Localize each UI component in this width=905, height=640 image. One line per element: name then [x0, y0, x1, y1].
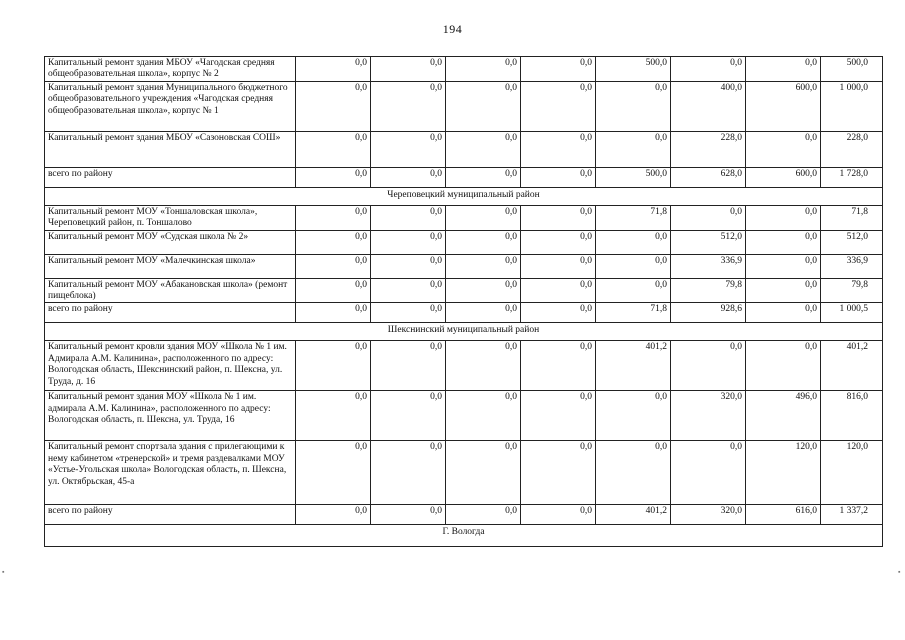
value-cell-5: 0,0	[596, 278, 671, 303]
value-cell-1: 0,0	[296, 303, 371, 323]
row-description: Капитальный ремонт здания МБОУ «Чагодская средняя общеобразовательная школа», корпус № 2	[45, 57, 296, 82]
value-cell-2: 0,0	[371, 254, 446, 278]
value-cell-5: 71,8	[596, 205, 671, 230]
value-cell-3: 0,0	[446, 505, 521, 525]
value-cell-1: 0,0	[296, 441, 371, 505]
value-cell-2: 0,0	[371, 303, 446, 323]
page-number: 194	[442, 22, 463, 36]
value-cell-1: 0,0	[296, 57, 371, 82]
row-description: Капитальный ремонт здания МБОУ «Сазоновская СОШ»	[45, 131, 296, 167]
row-description: Капитальный ремонт кровли здания МОУ «Школа № 1 им. Адмирала А.М. Калинина», расположенного по адресу: Вологодская область, Шекснинский район, п. Шексна, ул. Труда, д. 16	[45, 341, 296, 391]
value-cell-4: 0,0	[521, 441, 596, 505]
table-row	[45, 230, 883, 254]
value-cell-4: 0,0	[521, 230, 596, 254]
value-cell-2: 0,0	[371, 131, 446, 167]
value-cell-3: 0,0	[446, 81, 521, 131]
value-cell-1: 0,0	[296, 254, 371, 278]
row-description: всего по району	[45, 505, 296, 525]
value-cell-6: 79,8	[671, 278, 746, 303]
value-cell-5: 0,0	[596, 81, 671, 131]
value-cell-8: 228,0	[821, 131, 883, 167]
value-cell-6: 0,0	[671, 341, 746, 391]
scan-mark-left: ▪	[2, 568, 5, 576]
section-header-row	[45, 187, 883, 205]
row-description: всего по району	[45, 303, 296, 323]
value-cell-1: 0,0	[296, 167, 371, 187]
table-row	[45, 81, 883, 131]
value-cell-7: 120,0	[746, 441, 821, 505]
value-cell-2: 0,0	[371, 505, 446, 525]
value-cell-7: 0,0	[746, 254, 821, 278]
value-cell-2: 0,0	[371, 167, 446, 187]
value-cell-1: 0,0	[296, 81, 371, 131]
section-header-row	[45, 323, 883, 341]
value-cell-1: 0,0	[296, 205, 371, 230]
value-cell-8: 120,0	[821, 441, 883, 505]
value-cell-3: 0,0	[446, 205, 521, 230]
value-cell-8: 336,9	[821, 254, 883, 278]
value-cell-6: 228,0	[671, 131, 746, 167]
value-cell-6: 928,6	[671, 303, 746, 323]
section-title: Г. Вологда	[45, 525, 883, 547]
value-cell-2: 0,0	[371, 278, 446, 303]
value-cell-3: 0,0	[446, 230, 521, 254]
row-description: Капитальный ремонт здания Муниципального бюджетного общеобразовательного учреждения «Чагодская средняя общеобразовательная школа», корпус № 1	[45, 81, 296, 131]
value-cell-4: 0,0	[521, 278, 596, 303]
value-cell-2: 0,0	[371, 57, 446, 82]
total-row	[45, 167, 883, 187]
value-cell-8: 79,8	[821, 278, 883, 303]
value-cell-1: 0,0	[296, 131, 371, 167]
value-cell-2: 0,0	[371, 230, 446, 254]
section-title: Череповецкий муниципальный район	[45, 187, 883, 205]
value-cell-3: 0,0	[446, 441, 521, 505]
value-cell-5: 0,0	[596, 391, 671, 441]
value-cell-5: 500,0	[596, 57, 671, 82]
value-cell-6: 628,0	[671, 167, 746, 187]
value-cell-4: 0,0	[521, 81, 596, 131]
value-cell-7: 0,0	[746, 230, 821, 254]
value-cell-8: 500,0	[821, 57, 883, 82]
value-cell-2: 0,0	[371, 391, 446, 441]
value-cell-4: 0,0	[521, 131, 596, 167]
value-cell-4: 0,0	[521, 205, 596, 230]
table-row	[45, 131, 883, 167]
value-cell-5: 0,0	[596, 441, 671, 505]
value-cell-3: 0,0	[446, 303, 521, 323]
row-description: Капитальный ремонт МОУ «Судская школа № 2»	[45, 230, 296, 254]
value-cell-3: 0,0	[446, 167, 521, 187]
value-cell-3: 0,0	[446, 131, 521, 167]
value-cell-8: 1 337,2	[821, 505, 883, 525]
value-cell-2: 0,0	[371, 81, 446, 131]
value-cell-4: 0,0	[521, 303, 596, 323]
scan-mark-right: ▪	[898, 568, 901, 576]
value-cell-4: 0,0	[521, 167, 596, 187]
table-row	[45, 278, 883, 303]
table-row	[45, 205, 883, 230]
value-cell-8: 816,0	[821, 391, 883, 441]
table-row	[45, 57, 883, 82]
value-cell-3: 0,0	[446, 57, 521, 82]
row-description: Капитальный ремонт МОУ «Малечкинская школа»	[45, 254, 296, 278]
row-description: Капитальный ремонт МОУ «Тоншаловская школа», Череповецкий район, п. Тоншалово	[45, 205, 296, 230]
value-cell-4: 0,0	[521, 341, 596, 391]
value-cell-7: 600,0	[746, 81, 821, 131]
value-cell-8: 1 000,0	[821, 81, 883, 131]
value-cell-3: 0,0	[446, 278, 521, 303]
section-title: Шекснинский муниципальный район	[45, 323, 883, 341]
value-cell-1: 0,0	[296, 391, 371, 441]
value-cell-8: 1 728,0	[821, 167, 883, 187]
value-cell-7: 0,0	[746, 278, 821, 303]
value-cell-7: 0,0	[746, 131, 821, 167]
value-cell-4: 0,0	[521, 254, 596, 278]
value-cell-3: 0,0	[446, 254, 521, 278]
value-cell-4: 0,0	[521, 505, 596, 525]
value-cell-6: 400,0	[671, 81, 746, 131]
value-cell-6: 512,0	[671, 230, 746, 254]
value-cell-5: 0,0	[596, 230, 671, 254]
value-cell-1: 0,0	[296, 505, 371, 525]
value-cell-7: 0,0	[746, 341, 821, 391]
value-cell-5: 71,8	[596, 303, 671, 323]
value-cell-1: 0,0	[296, 341, 371, 391]
value-cell-4: 0,0	[521, 391, 596, 441]
value-cell-5: 0,0	[596, 254, 671, 278]
row-description: всего по району	[45, 167, 296, 187]
value-cell-7: 0,0	[746, 303, 821, 323]
value-cell-6: 0,0	[671, 57, 746, 82]
table-row	[45, 391, 883, 441]
value-cell-2: 0,0	[371, 205, 446, 230]
value-cell-8: 71,8	[821, 205, 883, 230]
value-cell-1: 0,0	[296, 230, 371, 254]
value-cell-2: 0,0	[371, 441, 446, 505]
value-cell-4: 0,0	[521, 57, 596, 82]
value-cell-1: 0,0	[296, 278, 371, 303]
value-cell-5: 500,0	[596, 167, 671, 187]
table-row	[45, 441, 883, 505]
value-cell-6: 0,0	[671, 441, 746, 505]
value-cell-7: 600,0	[746, 167, 821, 187]
row-description: Капитальный ремонт МОУ «Абакановская школа» (ремонт пищеблока)	[45, 278, 296, 303]
value-cell-7: 616,0	[746, 505, 821, 525]
value-cell-7: 496,0	[746, 391, 821, 441]
row-description: Капитальный ремонт здания МОУ «Школа № 1 им. адмирала А.М. Калинина», расположенного по адресу: Вологодская область, п. Шексна, ул. Труда, 16	[45, 391, 296, 441]
value-cell-5: 401,2	[596, 341, 671, 391]
value-cell-8: 512,0	[821, 230, 883, 254]
value-cell-5: 401,2	[596, 505, 671, 525]
value-cell-6: 320,0	[671, 391, 746, 441]
value-cell-6: 0,0	[671, 205, 746, 230]
table-row	[45, 254, 883, 278]
value-cell-6: 320,0	[671, 505, 746, 525]
value-cell-5: 0,0	[596, 131, 671, 167]
section-header-row	[45, 525, 883, 547]
value-cell-3: 0,0	[446, 391, 521, 441]
value-cell-8: 1 000,5	[821, 303, 883, 323]
table-row	[45, 341, 883, 391]
value-cell-8: 401,2	[821, 341, 883, 391]
row-description: Капитальный ремонт спортзала здания с прилегающими к нему кабинетом «тренерской» и тремя раздевалками МОУ «Устье-Угольская школа» Вологодская область, п. Шексна, ул. Октябрьская, 45-а	[45, 441, 296, 505]
value-cell-2: 0,0	[371, 341, 446, 391]
value-cell-7: 0,0	[746, 57, 821, 82]
total-row	[45, 505, 883, 525]
budget-table	[44, 56, 883, 547]
total-row	[45, 303, 883, 323]
value-cell-7: 0,0	[746, 205, 821, 230]
value-cell-6: 336,9	[671, 254, 746, 278]
value-cell-3: 0,0	[446, 341, 521, 391]
